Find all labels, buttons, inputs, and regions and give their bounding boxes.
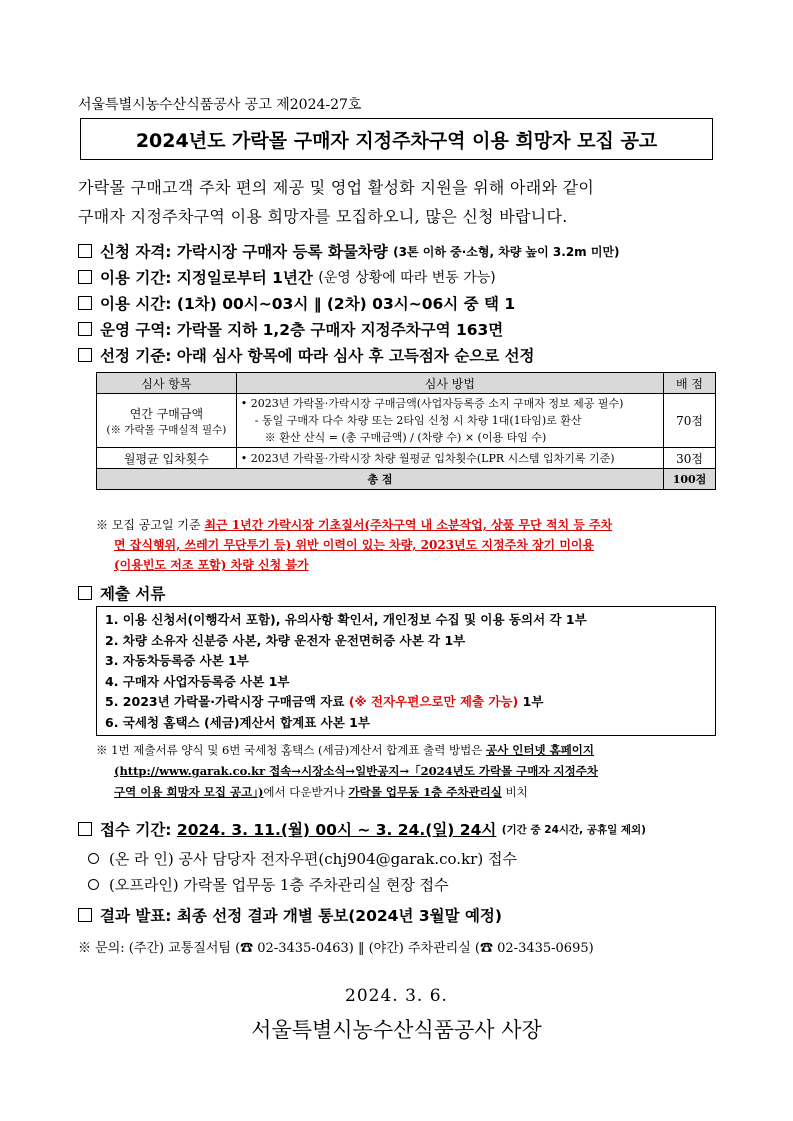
intro-line-1: 가락몰 구매고객 주차 편의 제공 및 영업 활성화 지원을 위해 아래와 같이 [78, 178, 595, 197]
time-item [78, 292, 515, 314]
online-reception-text: (온 라 인) 공사 담당자 전자우편(chj904@garak.co.kr) 접수 [109, 850, 517, 868]
signer: 서울특별시농수산식품공사 사장 [251, 1018, 542, 1042]
checkbox-icon [78, 322, 92, 336]
period-value: 지정일로부터 1년간 [176, 269, 313, 287]
result-item [78, 904, 502, 926]
row1-method-cell [236, 394, 663, 448]
documents-box [96, 606, 716, 736]
homepage-link[interactable]: 공사 인터넷 홈페이지 [486, 743, 595, 757]
criteria-item [78, 344, 535, 366]
document-item-3: 3. 자동차등록증 사본 1부 [105, 653, 249, 668]
reception-item [78, 818, 646, 840]
warning-text-1: 최근 1년간 가락시장 기초질서(주차구역 내 소분작업, 상품 무단 적치 등 주차 [204, 518, 613, 532]
checkbox-icon [78, 244, 92, 258]
document-item-4: 4. 구매자 사업자등록증 사본 1부 [105, 673, 290, 689]
header-method: 심사 방법 [236, 373, 663, 394]
document-item-6: 6. 국세청 홈택스 (세금)계산서 합계표 사본 1부 [105, 714, 370, 730]
checkbox-icon [78, 296, 92, 310]
time-value: (1차) 00시~03시 ‖ (2차) 03시~06시 중 택 1 [176, 295, 516, 313]
period-item [78, 266, 496, 288]
documents-heading [78, 582, 165, 604]
notice-number: 서울특별시농수산식품공사 공고 제2024-27호 [78, 97, 362, 113]
intro-line-2: 구매자 지정주차구역 이용 희망자를 모집하오니, 많은 신청 바랍니다. [78, 207, 568, 226]
document-item-5-count: 1부 [522, 694, 544, 709]
parking-office-location: 가락몰 업무동 1층 주차관리실 [348, 785, 502, 799]
warning-text-2: 면 잡식행위, 쓰레기 무단투기 등) 위반 이력이 있는 차량, 2023년도 지정주차 장기 미이용 [114, 538, 595, 552]
notice-title [80, 118, 713, 160]
warning-line-1 [96, 516, 612, 533]
table-row [97, 448, 716, 469]
document-item-1: 1. 이용 신청서(이행각서 포함), 유의사항 확인서, 개인정보 수집 및 이용 동의서 각 1부 [105, 612, 587, 627]
result-label: 결과 발표: [100, 907, 172, 925]
row1-item-note: (※ 가락몰 구매실적 필수) [106, 423, 227, 436]
evaluation-table [96, 372, 716, 490]
reception-label: 접수 기간: [100, 821, 172, 839]
online-reception [88, 848, 517, 869]
documents-note-3 [114, 784, 528, 800]
total-row [97, 469, 716, 490]
row2-score: 30점 [664, 448, 716, 469]
row1-method-line-1: • 2023년 가락몰·가락시장 구매금액(사업자등록증 소지 구매자 정보 제공 필수) [240, 397, 624, 410]
checkbox-icon [78, 586, 92, 600]
reception-note: (기간 중 24시간, 공휴일 제외) [501, 823, 646, 836]
row1-item: 연간 구매금액 [129, 406, 204, 421]
header-item: 심사 항목 [97, 373, 237, 394]
table-row [97, 394, 716, 448]
row2-method: • 2023년 가락몰·가락시장 차량 월평균 입차횟수(LPR 시스템 입차기록 기준) [236, 448, 663, 469]
checkbox-icon [78, 348, 92, 362]
time-label: 이용 시간: [100, 295, 172, 313]
note-text-4: 비치 [505, 785, 528, 799]
reception-value: 2024. 3. 11.(월) 00시 ~ 3. 24.(일) 24시 [176, 821, 497, 839]
offline-reception [88, 874, 449, 895]
warning-text-3: (이용빈도 저조 포함) 차량 신청 불가 [114, 558, 309, 572]
area-item [78, 318, 503, 340]
eligibility-item [78, 240, 620, 262]
checkbox-icon [78, 822, 92, 836]
checkbox-icon [78, 908, 92, 922]
total-label: 총 점 [97, 469, 664, 490]
documents-note-2 [114, 763, 598, 779]
document-item-2: 2. 차량 소유자 신분증 사본, 차량 운전자 운전면허증 사본 각 1부 [105, 632, 466, 648]
notice-reference: 구역 이용 희망자 모집 공고」) [114, 785, 264, 799]
circle-bullet-icon [88, 853, 99, 864]
homepage-path-link[interactable]: (http://www.garak.co.kr 접속→시장소식→일반공지→「2024년도 가락몰 구매자 지정주차 [114, 764, 598, 778]
eligibility-label: 신청 자격: [100, 243, 172, 261]
document-item-5-email-only: (※ 전자우편으로만 제출 가능) [348, 694, 519, 709]
note-text-1: ※ 1번 제출서류 양식 및 6번 국세청 홈택스 (세금)계산서 합계표 출력 방법은 [96, 743, 483, 757]
warning-prefix: ※ 모집 공고일 기준 [96, 518, 201, 532]
row1-method-line-3: ※ 환산 산식 = (총 구매금액) / (차량 수) × (이용 타임 수) [264, 431, 547, 444]
contact-info: ※ 문의: (주간) 교통질서팀 (☎ 02-3435-0463) ‖ (야간) 주차관리실 (☎ 02-3435-0695) [78, 941, 594, 956]
period-note: (운영 상황에 따라 변동 가능) [318, 270, 496, 286]
document-item-5 [105, 692, 707, 713]
result-value: 최종 선정 결과 개별 통보(2024년 3월말 예정) [176, 907, 502, 925]
area-value: 가락몰 지하 1,2층 구매자 지정주차구역 163면 [176, 321, 504, 339]
criteria-value: 아래 심사 항목에 따라 심사 후 고득점자 순으로 선정 [176, 347, 535, 365]
row1-item-cell [97, 394, 237, 448]
table-header-row [97, 373, 716, 394]
row2-item: 월평균 입차횟수 [97, 448, 237, 469]
row1-method-line-2: - 동일 구매자 다수 차량 또는 2타임 신청 시 차량 1대(1타임)로 환산 [254, 414, 582, 427]
warning-line-3 [114, 556, 309, 573]
header-score: 배 점 [664, 373, 716, 394]
note-text-3: 에서 다운받거나 [263, 785, 345, 799]
document-item-5-text: 5. 2023년 가락몰·가락시장 구매금액 자료 [105, 694, 345, 709]
eligibility-value: 가락시장 구매자 등록 화물차량 [176, 243, 388, 261]
criteria-label: 선정 기준: [100, 347, 172, 365]
warning-line-2 [114, 536, 594, 553]
area-label: 운영 구역: [100, 321, 172, 339]
documents-note-1 [96, 742, 594, 758]
documents-label: 제출 서류 [100, 585, 166, 603]
offline-reception-text: (오프라인) 가락몰 업무동 1층 주차관리실 현장 접수 [109, 876, 449, 894]
notice-date: 2024. 3. 6. [345, 986, 448, 1006]
eligibility-note: (3톤 이하 중·소형, 차량 높이 3.2m 미만) [393, 244, 620, 259]
total-score: 100점 [664, 469, 716, 490]
row1-score: 70점 [664, 394, 716, 448]
period-label: 이용 기간: [100, 269, 172, 287]
circle-bullet-icon [88, 879, 99, 890]
title-text: 2024년도 가락몰 구매자 지정주차구역 이용 희망자 모집 공고 [135, 129, 658, 152]
checkbox-icon [78, 270, 92, 284]
